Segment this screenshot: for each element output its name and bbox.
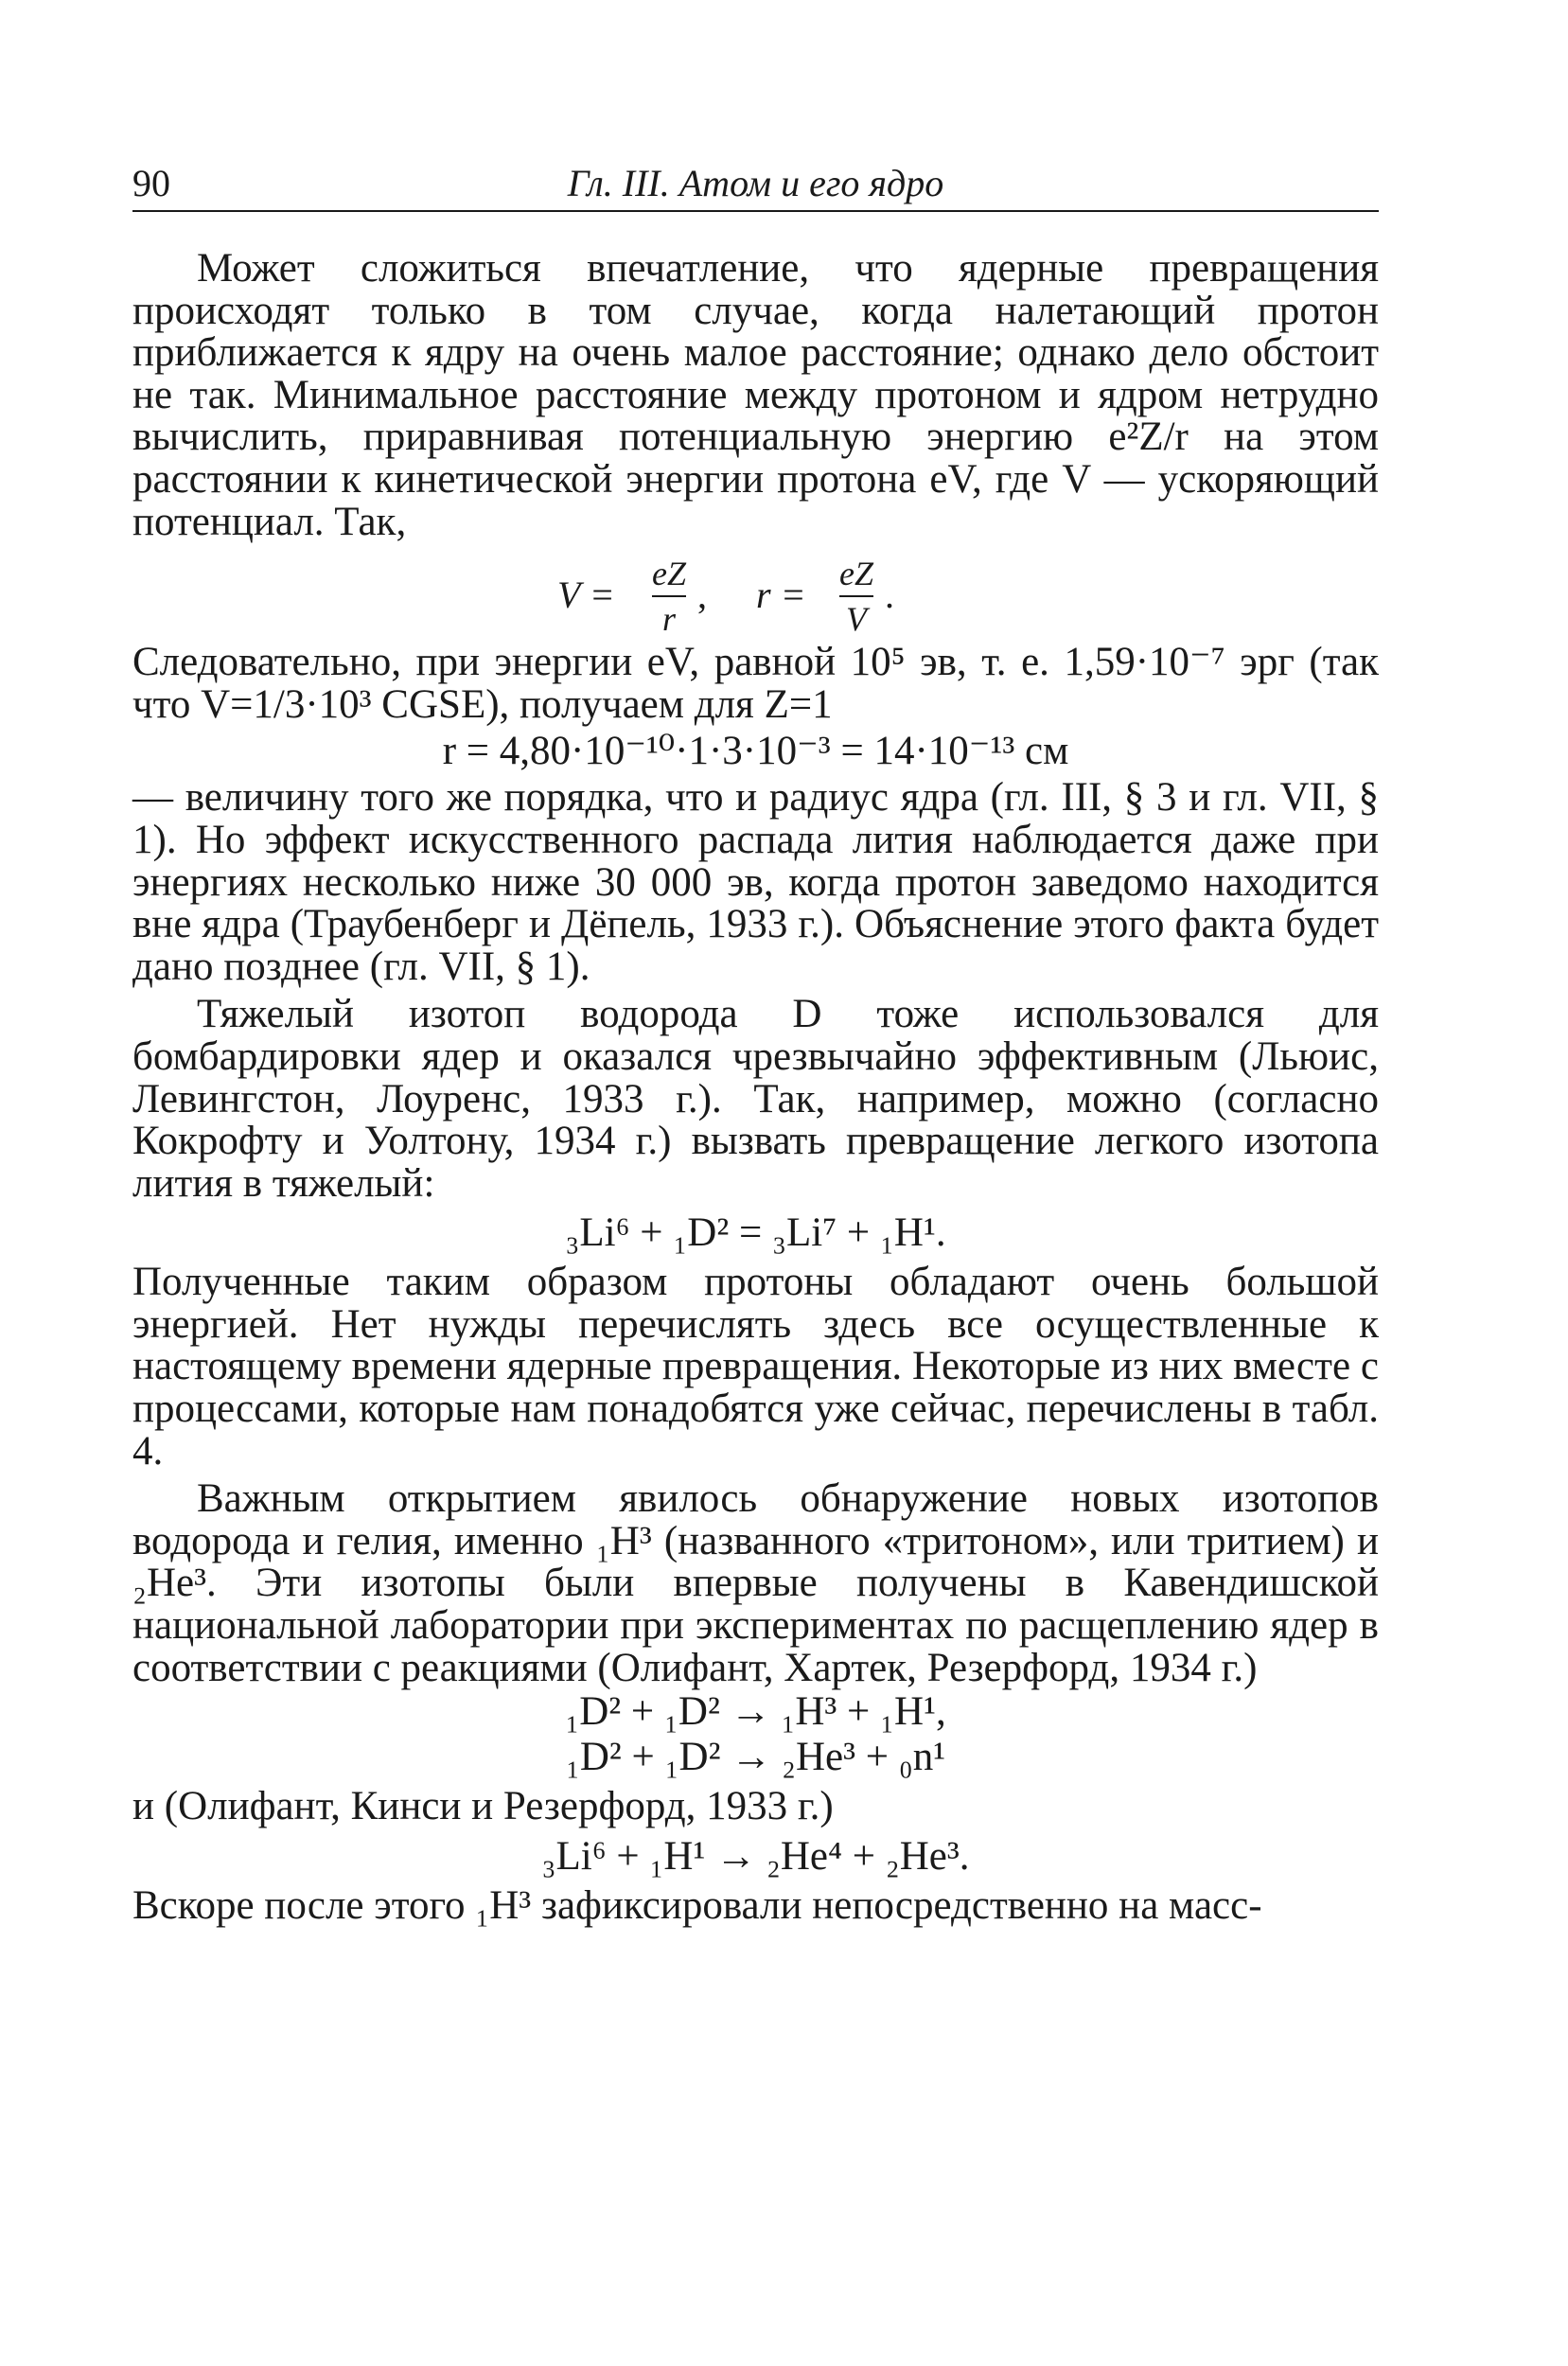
- page-body: [132, 248, 1379, 1927]
- running-title: Гл. III. Атом и его ядро: [567, 162, 944, 204]
- header-rule: [132, 210, 1379, 212]
- frac-den-1: r: [661, 600, 676, 639]
- paragraph-3: — величину того же порядка, что и радиус ядра (гл. III, § 3 и гл. VII, § 1). Но эффект искусственного распада лития наблюдается даже при энергиях несколько ниже 30 000 эв, когда протон заведомо находится вне ядра (Траубенберг и Дёпель, 1933 г.). Объяснение этого факта будет дано позднее (гл. VII, § 1).: [132, 775, 1379, 989]
- paragraph-4: Тяжелый изотоп водорода D тоже использовался для бомбардировки ядер и оказался чрезвычайно эффективным (Льюис, Левингстон, Лоуренс, 1933 г.). Так, например, можно (согласно Кокрофту и Уолтону, 1934 г.) вызвать превращение легкого изотопа лития в тяжелый:: [132, 992, 1379, 1206]
- page-number: 90: [132, 162, 170, 204]
- frac-num-2: eZ: [838, 555, 873, 593]
- frac-end: .: [884, 574, 894, 617]
- formula-li-h-reaction: ₃Li⁶ + ₁H¹ → ₂He⁴ + ₂He³.: [541, 1833, 970, 1879]
- paragraph-7: и (Олифант, Кинси и Резерфорд, 1933 г.): [132, 1784, 834, 1829]
- paragraph-5: Полученные таким образом протоны обладают очень большой энергией. Нет нужды перечислять здесь все осуществленные к настоящему времени ядерные превращения. Некоторые из них вместе с процессами, которые нам понадобятся уже сейчас, перечислены в табл. 4.: [132, 1260, 1379, 1474]
- formula-dd-1: ₁D² + ₁D² → ₁H³ + ₁H¹,: [565, 1689, 946, 1735]
- fraction-equations: [557, 543, 955, 642]
- paragraph-2: Следовательно, при энергии eV, равной 10⁵ эв, т. е. 1,59·10⁻⁷ эрг (так что V=1/3·10³ CGSE), получаем для Z=1: [132, 640, 1379, 727]
- frac-num-1: eZ: [651, 555, 686, 593]
- paragraph-1: Может сложиться впечатление, что ядерные превращения происходят только в том случае, когда налетающий протон приближается к ядру на очень малое расстояние; однако дело обстоит не так. Минимальное расстояние между протоном и ядром нетрудно вычислить, приравнивая потенциальную энергию e²Z/r на этом расстоянии к кинетической энергии протона eV, где V — ускоряющий потенциал. Так,: [132, 246, 1379, 544]
- paragraph-8: Вскоре после этого ₁H³ зафиксировали непосредственно на масс-: [132, 1882, 1262, 1928]
- formula-radius: r = 4,80·10⁻¹⁰·1·3·10⁻³ = 14·10⁻¹³ см: [442, 729, 1069, 774]
- frac-lhs-1: V =: [556, 574, 615, 617]
- frac-den-2: V: [845, 600, 867, 639]
- formula-fractions: [132, 543, 1379, 642]
- formula-dd-2: ₁D² + ₁D² → ₂He³ + ₀n¹: [565, 1735, 946, 1780]
- page-header: [132, 159, 1379, 208]
- frac-lhs-2: r =: [755, 574, 806, 617]
- formula-li-d-reaction: ₃Li⁶ + ₁D² = ₃Li⁷ + ₁H¹.: [565, 1210, 946, 1256]
- frac-sep: ,: [696, 574, 707, 617]
- formula-dd-reactions: [132, 1689, 1379, 1780]
- paragraph-6: Важным открытием явилось обнаружение новых изотопов водорода и гелия, именно ₁H³ (названного «тритоном», или тритием) и ₂He³. Эти изотопы были впервые получены в Кавендишской национальной лаборатории при экспериментах по расщеплению ядер в соответствии с реакциями (Олифант, Хартек, Резерфорд, 1934 г.): [132, 1476, 1379, 1690]
